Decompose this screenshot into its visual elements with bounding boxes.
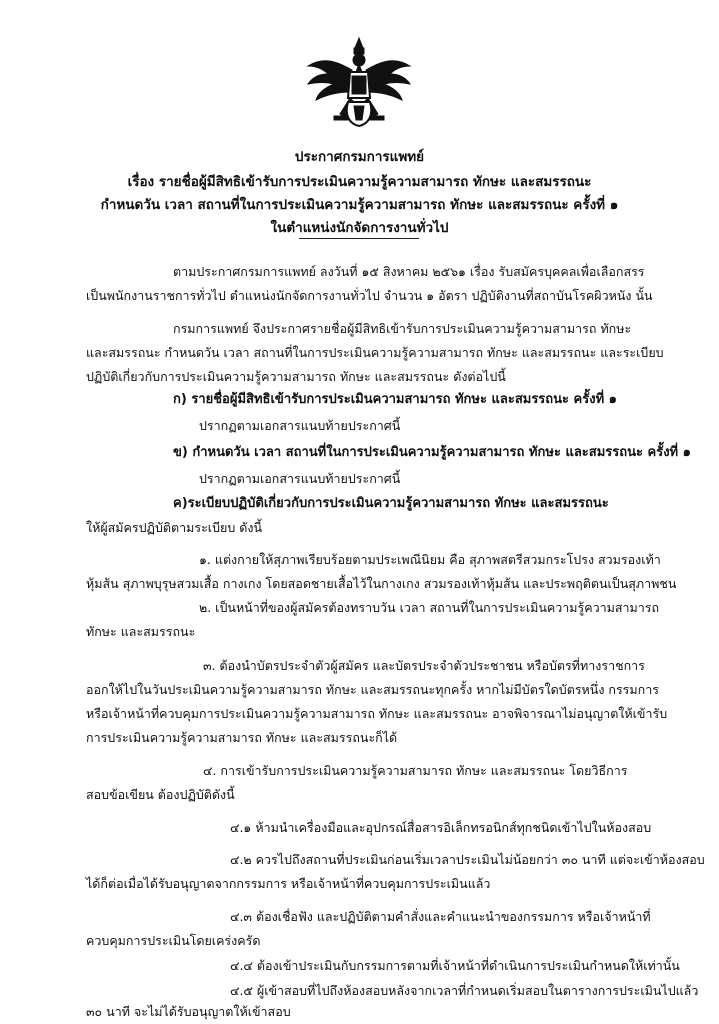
subject-line-1: เรื่อง รายชื่อผู้มีสิทธิเข้ารับการประเมินความรู้ความสามารถ ทักษะ และสมรรถนะ: [127, 174, 592, 190]
rule2-line2: ทักษะ และสมรรถนะ: [86, 624, 196, 639]
rule2-line1: ๒. เป็นหน้าที่ของผู้สมัครต้องทราบวัน เวลา สถานที่ในการประเมินความรู้ความสามารถ: [199, 600, 660, 615]
rule3-line1: ๓. ต้องนำบัตรประจำตัวผู้สมัคร และบัตรประจำตัวประชาชน หรือบัตรที่ทางราชการ: [203, 658, 645, 673]
garuda-emblem: [304, 36, 414, 128]
rule4-line2: สอบข้อเขียน ต้องปฏิบัติดังนี้: [86, 787, 235, 802]
section-b-note: ปรากฏตามเอกสารแนบท้ายประกาศนี้: [199, 471, 401, 486]
rule4-2-line1: ๔.๒ ควรไปถึงสถานที่ประเมินก่อนเริ่มเวลาประเมินไม่น้อยกว่า ๓๐ นาที แต่จะเข้าห้องสอบ: [230, 852, 705, 867]
section-b-title: ข) กำหนดวัน เวลา สถานที่ในการประเมินความรู้ความสามารถ ทักษะ และสมรรถนะ ครั้งที่ ๑: [173, 445, 691, 460]
para2-line2: และสมรรถนะ กำหนดวัน เวลา สถานที่ในการประเมินความรู้ความสามารถ ทักษะ และสมรรถนะ และระเบียบ: [86, 345, 664, 360]
para1-line1: ตามประกาศกรมการแพทย์ ลงวันที่ ๑๕ สิงหาคม ๒๕๖๑ เรื่อง รับสมัครบุคคลเพื่อเลือกสรร: [173, 264, 645, 279]
subject-line-3: ในตำแหน่งนักจัดการงานทั่วไป: [270, 220, 449, 236]
rule4-line1: ๔. การเข้ารับการประเมินความรู้ความสามารถ ทักษะ และสมรรถนะ โดยวิธีการ: [203, 763, 628, 778]
section-c-title: ค)ระเบียบปฏิบัติเกี่ยวกับการประเมินความรู้ความสามารถ ทักษะ และสมรรถนะ: [173, 496, 609, 511]
subject-line-2: กำหนดวัน เวลา สถานที่ในการประเมินความรู้ความสามารถ ทักษะ และสมรรถนะ ครั้งที่ ๑: [100, 197, 619, 213]
title-underline: [299, 238, 419, 239]
issuer-title: ประกาศกรมการแพทย์: [294, 149, 425, 165]
section-a-note: ปรากฏตามเอกสารแนบท้ายประกาศนี้: [199, 418, 401, 433]
rule3-line2: ออกให้ไปในวันประเมินความรู้ความสามารถ ทักษะ และสมรรถนะทุกครั้ง หากไม่มีบัตรใดบัตรหนึ่ง กรรมการ: [86, 682, 659, 697]
rule4-4: ๔.๔ ต้องเข้าประเมินกับกรรมการตามที่เจ้าหน้าที่ดำเนินการประเมินกำหนดให้เท่านั้น: [230, 958, 680, 973]
para2-line3: ปฏิบัติเกี่ยวกับการประเมินความรู้ความสามารถ ทักษะ และสมรรถนะ ดังต่อไปนี้: [86, 369, 506, 384]
rule4-2-line2: ได้ก็ต่อเมื่อได้รับอนุญาตจากกรรมการ หรือเจ้าหน้าที่ควบคุมการประเมินแล้ว: [86, 876, 491, 891]
section-c-note: ให้ผู้สมัครปฏิบัติตามระเบียบ ดังนี้: [86, 520, 263, 535]
rule1-line1: ๑. แต่งกายให้สุภาพเรียบร้อยตามประเพณีนิยม คือ สุภาพสตรีสวมกระโปรง สวมรองเท้า: [199, 552, 661, 567]
rule1-line2: หุ้มส้น สุภาพบุรุษสวมเสื้อ กางเกง โดยสอดชายเสื้อไว้ในกางเกง สวมรองเท้าหุ้มส้น และประพฤติตนเป็นสุภาพชน: [86, 576, 677, 591]
rule4-5-line2: ๓๐ นาที จะไม่ได้รับอนุญาตให้เข้าสอบ: [86, 1004, 291, 1019]
rule4-5-line1: ๔.๕ ผู้เข้าสอบที่ไปถึงห้องสอบหลังจากเวลาที่กำหนดเริ่มสอบในตารางการประเมินไปแล้ว: [230, 983, 699, 998]
rule3-line4: การประเมินความรู้ความสามารถ ทักษะ และสมรรถนะก็ได้: [86, 730, 398, 745]
rule4-3-line2: ควบคุมการประเมินโดยเคร่งครัด: [86, 933, 261, 948]
section-a-title: ก) รายชื่อผู้มีสิทธิเข้ารับการประเมินความสามารถ ทักษะ และสมรรถนะ ครั้งที่ ๑: [173, 392, 617, 407]
para1-line2: เป็นพนักงานราชการทั่วไป ตำแหน่งนักจัดการงานทั่วไป จำนวน ๑ อัตรา ปฏิบัติงานที่สถาบันโรคผิวหนัง นั้น: [86, 288, 653, 303]
rule4-1: ๔.๑ ห้ามนำเครื่องมือและอุปกรณ์สื่อสารอิเล็กทรอนิกส์ทุกชนิดเข้าไปในห้องสอบ: [230, 820, 652, 835]
rule4-3-line1: ๔.๓ ต้องเชื่อฟัง และปฏิบัติตามคำสั่งและคำแนะนำของกรรมการ หรือเจ้าหน้าที่: [230, 909, 651, 924]
para2-line1: กรมการแพทย์ จึงประกาศรายชื่อผู้มีสิทธิเข้ารับการประเมินความรู้ความสามารถ ทักษะ: [173, 321, 632, 336]
rule3-line3: หรือเจ้าหน้าที่ควบคุมการประเมินความรู้ความสามารถ ทักษะ และสมรรถนะ อาจพิจารณาไม่อนุญาตให้เข้ารับ: [86, 706, 668, 721]
